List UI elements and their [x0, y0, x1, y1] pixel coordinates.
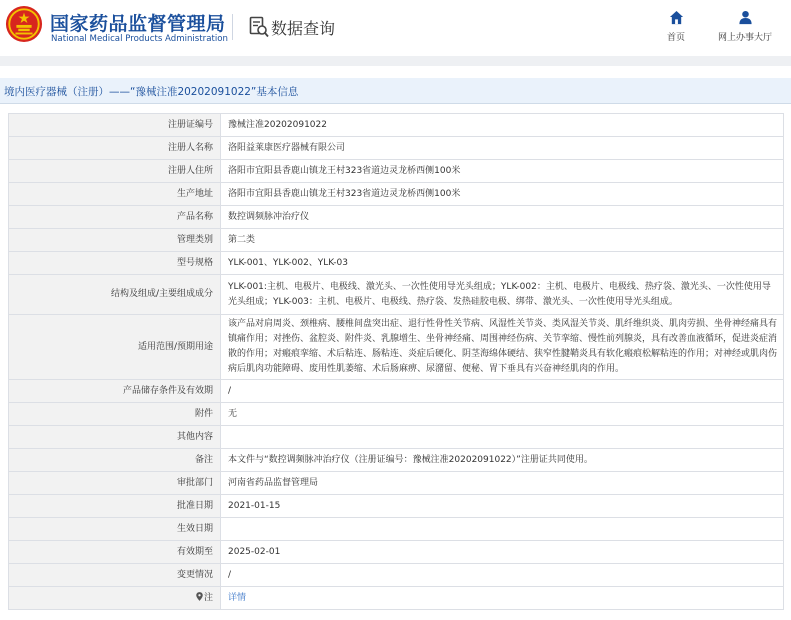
breadcrumb — [0, 78, 791, 104]
table-row — [9, 183, 784, 206]
field-label: 生效日期 — [9, 518, 221, 541]
home-icon — [669, 10, 684, 25]
nav-service-hall-button[interactable] — [708, 10, 782, 48]
field-label: 型号规格 — [9, 252, 221, 275]
table-row — [9, 252, 784, 275]
field-value: YLK-001:主机、电极片、电极线、激光头、一次性使用导光头组成；YLK-002：主机、电极片、电极线、热疗袋、激光头、一次性使用导光头组成；YLK-003：主机、电极片、电极线、热疗袋、发热硅胶电极、绑带、激光头、一次性使用导光头组成。 — [221, 275, 784, 315]
national-emblem-icon — [5, 5, 43, 43]
breadcrumb-text: 境内医疗器械（注册）——“豫械注准20202091022”基本信息 — [4, 86, 299, 98]
field-label: 产品储存条件及有效期 — [9, 380, 221, 403]
table-row — [9, 229, 784, 252]
field-value — [221, 518, 784, 541]
nav-home-button[interactable] — [656, 10, 696, 48]
table-row — [9, 114, 784, 137]
table-row — [9, 564, 784, 587]
field-label: 注 — [203, 592, 213, 603]
field-value: 豫械注准20202091022 — [221, 114, 784, 137]
field-label: 附件 — [9, 403, 221, 426]
location-pin-icon — [196, 592, 203, 601]
field-value: 2025-02-01 — [221, 541, 784, 564]
details-link[interactable]: 详情 — [228, 592, 247, 603]
field-value: 数控调频脉冲治疗仪 — [221, 206, 784, 229]
table-row — [9, 472, 784, 495]
field-label: 变更情况 — [9, 564, 221, 587]
note-label-cell — [9, 587, 221, 610]
field-value: 2021-01-15 — [221, 495, 784, 518]
field-label: 备注 — [9, 449, 221, 472]
field-value-cell — [221, 587, 784, 610]
table-row — [9, 315, 784, 380]
table-row — [9, 449, 784, 472]
field-label: 产品名称 — [9, 206, 221, 229]
field-label: 批准日期 — [9, 495, 221, 518]
field-value: 无 — [221, 403, 784, 426]
registration-info-table — [8, 113, 784, 610]
table-row — [9, 403, 784, 426]
table-row — [9, 275, 784, 315]
field-value: 本文件与“数控调频脉冲治疗仪（注册证编号：豫械注准20202091022）”注册证共同使用。 — [221, 449, 784, 472]
table-row — [9, 587, 784, 610]
field-label: 适用范围/预期用途 — [9, 315, 221, 380]
field-label: 注册人名称 — [9, 137, 221, 160]
field-value: 第二类 — [221, 229, 784, 252]
query-title: 数据查询 — [271, 19, 336, 38]
field-label: 管理类别 — [9, 229, 221, 252]
field-label: 注册证编号 — [9, 114, 221, 137]
field-value: YLK-001、YLK-002、YLK-03 — [221, 252, 784, 275]
header-divider — [232, 14, 233, 40]
table-row — [9, 426, 784, 449]
table-row — [9, 380, 784, 403]
document-search-icon — [249, 16, 269, 38]
field-label: 结构及组成/主要组成成分 — [9, 275, 221, 315]
table-row — [9, 137, 784, 160]
table-row — [9, 160, 784, 183]
header-separator — [0, 56, 791, 66]
field-value: 洛阳益莱康医疗器械有限公司 — [221, 137, 784, 160]
site-subtitle: National Medical Products Administration — [51, 34, 228, 44]
site-header — [0, 0, 791, 56]
field-value: 洛阳市宜阳县香鹿山镇龙王村323省道边灵龙桥西侧100米 — [221, 183, 784, 206]
field-value: 该产品对肩周炎、颈椎病、腰椎间盘突出症、退行性骨性关节病、风湿性关节炎、类风湿关节炎、肌纤维织炎、肌肉劳损、坐骨神经痛具有镇痛作用；对挫伤、盆腔炎、附件炎、乳腺增生、坐骨神经痛、周围神经伤病、关节挛缩、慢性前列腺炎，具有改善血液循环，促进炎症消散的作用；对瘢痕挛缩、术后粘连、肠粘连、炎症后硬化、阴茎海绵体硬结、狭窄性腱鞘炎具有软化瘢痕松解粘连的作用；对神经或肌肉伤病后肌肉功能障碍、废用性肌萎缩、术后肠麻痹、尿潴留、便秘、胃下垂具有兴奋神经肌肉的作用。 — [221, 315, 784, 380]
field-value: 河南省药品监督管理局 — [221, 472, 784, 495]
user-icon — [738, 10, 753, 25]
field-label: 注册人住所 — [9, 160, 221, 183]
table-row — [9, 495, 784, 518]
table-row — [9, 206, 784, 229]
nav-service-hall-label: 网上办事大厅 — [717, 33, 772, 43]
field-value — [221, 426, 784, 449]
field-value: 洛阳市宜阳县香鹿山镇龙王村323省道边灵龙桥西侧100米 — [221, 160, 784, 183]
field-label: 审批部门 — [9, 472, 221, 495]
field-label: 生产地址 — [9, 183, 221, 206]
field-label: 其他内容 — [9, 426, 221, 449]
nav-home-label: 首页 — [666, 33, 685, 43]
field-value: / — [221, 564, 784, 587]
site-title: 国家药品监督管理局 — [50, 13, 226, 35]
table-row — [9, 541, 784, 564]
field-label: 有效期至 — [9, 541, 221, 564]
table-row — [9, 518, 784, 541]
field-value: / — [221, 380, 784, 403]
